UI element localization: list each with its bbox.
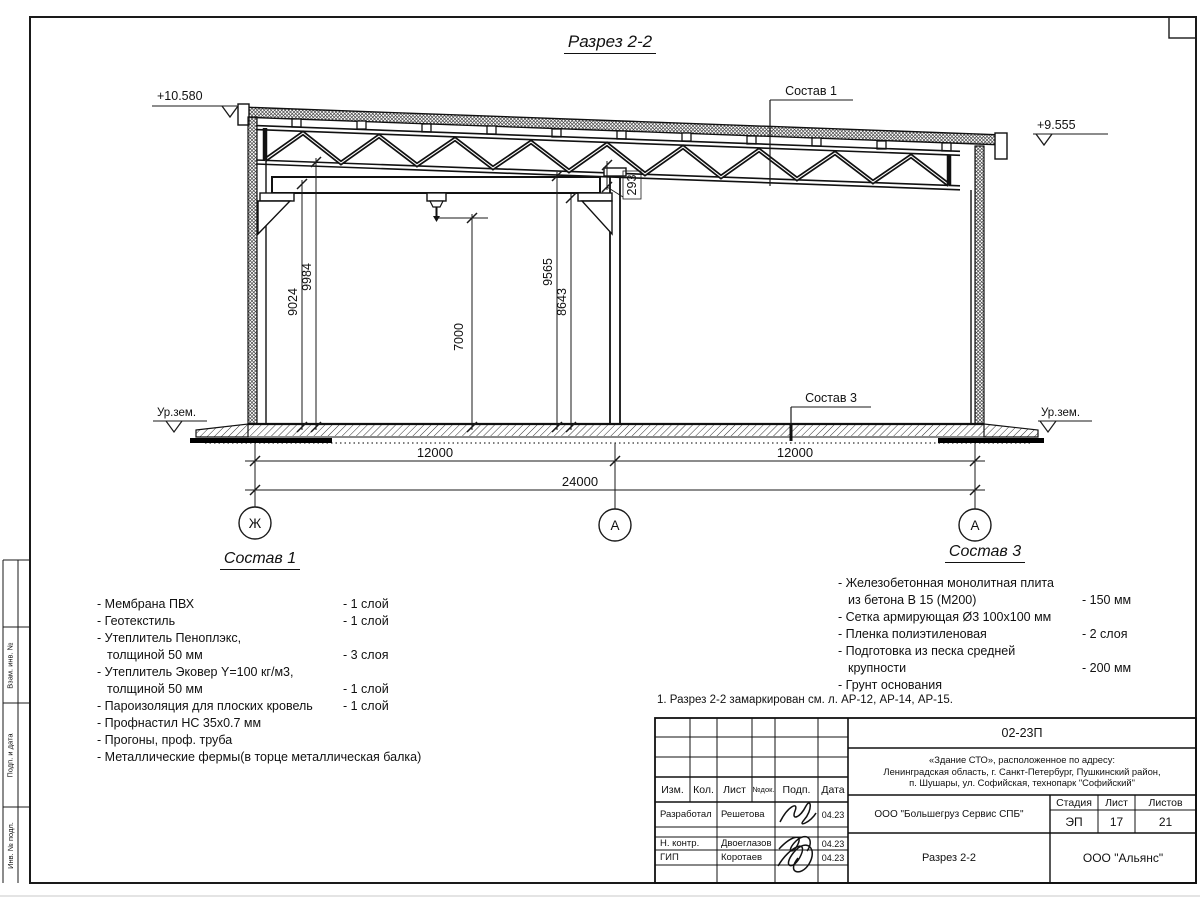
org-name: ООО "Альянс" <box>1082 851 1164 865</box>
dim-bay-left: 12000 <box>416 445 454 460</box>
list-item: - Подготовка из песка средней <box>838 644 1016 658</box>
date-gip: 04.23 <box>821 852 845 863</box>
ground-label-left: Ур.зем. <box>157 407 197 419</box>
list-item: - Металлические фермы(в торце металлическая балка) <box>97 750 422 764</box>
list-item: - Профнастил НС 35х0.7 мм <box>97 716 262 730</box>
elevation-right: +9.555 <box>1037 118 1076 132</box>
stage-value: ЭП <box>1065 814 1083 829</box>
header-kol: Кол. <box>693 783 714 796</box>
list-item: - Грунт основания <box>838 678 943 692</box>
axis-label-middle: А <box>610 518 620 533</box>
sheet-label: Лист <box>1105 796 1128 809</box>
role-razrabotal: Разработал <box>660 809 712 820</box>
sostav1-heading: Состав 1 <box>160 550 360 568</box>
sheets-label: Листов <box>1148 796 1183 809</box>
stage-label: Стадия <box>1056 796 1092 809</box>
signature-razrabotal <box>780 803 816 824</box>
axis-label-left: Ж <box>248 516 262 531</box>
sheets-total: 21 <box>1158 814 1173 829</box>
name-gip: Коротаев <box>721 852 763 863</box>
list-item: - Пароизоляция для плоских кровель - 1 слой <box>97 699 389 713</box>
list-item: из бетона В 15 (М200) - 150 мм <box>848 593 1132 607</box>
list-item: толщиной 50 мм - 3 слоя <box>107 648 389 662</box>
list-item: толщиной 50 мм - 1 слой <box>107 682 389 696</box>
left-apron <box>196 424 248 437</box>
doc-code: 02-23П <box>1001 726 1043 740</box>
list-item: - Утеплитель Эковер Y=100 кг/м3, <box>97 665 294 679</box>
list-item: - Железобетонная монолитная плита <box>838 576 1054 590</box>
header-izm: Изм. <box>661 783 684 796</box>
sheet-number: 17 <box>1109 814 1124 829</box>
name-razrabotal: Решетова <box>721 809 765 820</box>
list-item: крупности - 200 мм <box>848 661 1132 675</box>
header-podp: Подп. <box>782 783 811 796</box>
dim-8643: 8643 <box>555 288 569 316</box>
address-line: п. Шушары, ул. Софийская, технопарк "Софийский" <box>909 777 1135 789</box>
svg-text:Состав 1: Состав 1 <box>785 84 837 98</box>
svg-text:Состав 3: Состав 3 <box>805 391 857 405</box>
list-item: - Мембрана ПВХ - 1 слой <box>97 597 389 611</box>
role-gip: ГИП <box>660 852 679 863</box>
hook-tip <box>433 216 440 222</box>
dim-9024: 9024 <box>286 288 300 316</box>
name-nkontr: Двоеглазов <box>721 838 772 849</box>
address-line: Ленинградская область, г. Санкт-Петербург, Пушкинский район, <box>883 765 1161 777</box>
floor-slab <box>190 424 1044 443</box>
role-nkontr: Н. контр. <box>660 838 700 849</box>
list-item: - Пленка полиэтиленовая - 2 слоя <box>838 627 1128 641</box>
right-wall <box>971 146 984 424</box>
right-apron <box>984 424 1038 437</box>
dim-9565: 9565 <box>541 258 555 286</box>
format-box <box>1169 17 1196 38</box>
left-parapet-cap <box>238 104 249 125</box>
list-item: - Прогоны, проф. труба <box>97 733 233 747</box>
sostav1-list <box>97 596 422 766</box>
list-item: - Утеплитель Пеноплэкс, <box>97 631 242 645</box>
company-name: ООО "Большегруз Сервис СПБ" <box>874 808 1024 820</box>
dim-293: 293 <box>625 174 639 196</box>
frame-label-vzam: Взам. инв. № <box>6 641 15 689</box>
frame-label-inv: Инв. № подл. <box>6 821 15 869</box>
axis-labels <box>249 516 980 533</box>
list-item: - Геотекстиль - 1 слой <box>97 614 389 628</box>
header-data: Дата <box>821 783 845 796</box>
sheet-title: Разрез 2-2 <box>921 852 976 864</box>
left-wall <box>248 117 266 424</box>
sostav3-list <box>838 575 1158 694</box>
right-eave-fascia <box>995 133 1007 159</box>
ground-label-right: Ур.зем. <box>1041 407 1081 419</box>
dim-total: 24000 <box>561 474 599 489</box>
page-title: Разрез 2-2 <box>510 32 710 52</box>
elevation-left: +10.580 <box>157 89 203 103</box>
header-list: Лист <box>723 783 746 796</box>
crane-beam <box>258 177 612 234</box>
frame-label-podp: Подп. и дата <box>6 732 15 778</box>
drawing-note: 1. Разрез 2-2 замаркирован см. л. АР-12, АР-14, АР-15. <box>657 694 953 706</box>
list-item: - Сетка армирующая Ø3 100х100 мм <box>838 610 1052 624</box>
dim-bay-right: 12000 <box>776 445 814 460</box>
dim-9984: 9984 <box>300 263 314 291</box>
sostav3-heading: Состав 3 <box>885 543 1085 561</box>
date-nkontr: 04.23 <box>821 838 845 849</box>
address-line: «Здание СТО», расположенное по адресу: <box>928 754 1115 766</box>
project-address <box>848 748 1196 795</box>
dim-7000: 7000 <box>452 323 466 351</box>
date-razrabotal: 04.23 <box>821 809 845 820</box>
header-ndok: №док. <box>752 785 775 794</box>
axis-label-right: А <box>970 518 980 533</box>
